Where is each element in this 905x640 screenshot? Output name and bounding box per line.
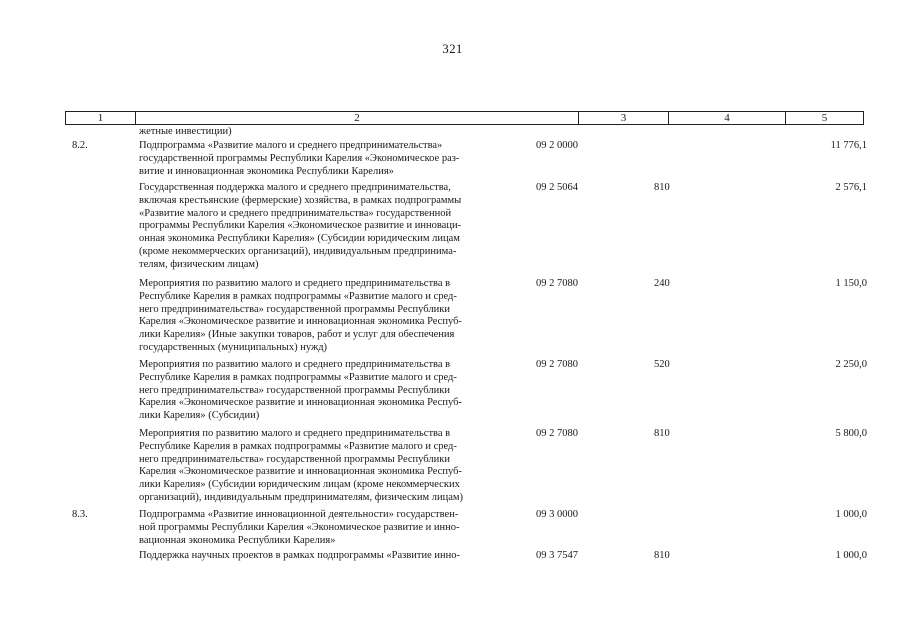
row-code: 09 2 7080 xyxy=(536,428,578,439)
row-code: 09 2 0000 xyxy=(536,140,578,151)
row-description xyxy=(139,140,509,178)
description-line: программы Республики Карелия «Экономическое развитие и инноваци- xyxy=(139,220,462,232)
row-code: 09 2 7080 xyxy=(536,278,578,289)
row-description xyxy=(139,428,509,505)
description-line: Мероприятия по развитию малого и среднего предпринимательства в xyxy=(139,428,451,439)
row-type: 810 xyxy=(654,428,670,439)
row-amount: 11 776,1 xyxy=(830,140,867,151)
row-description xyxy=(139,509,509,547)
description-line: телям, физическим лицам) xyxy=(139,258,259,270)
row-amount: 1 000,0 xyxy=(835,509,867,520)
description-line: Мероприятия по развитию малого и среднего предпринимательства в xyxy=(139,359,451,370)
description-line: государственной программы Республики Карелия «Экономическое раз- xyxy=(139,152,460,164)
description-line: вационная экономика Республики Карелия» xyxy=(139,534,336,546)
row-type: 520 xyxy=(654,359,670,370)
description-line: ной программы Республики Карелия «Экономическое развитие и инно- xyxy=(139,521,460,533)
description-line: Карелия «Экономическое развитие и инновационная экономика Респуб- xyxy=(139,397,462,409)
description-line: жетные инвестиции) xyxy=(139,126,232,137)
row-type: 810 xyxy=(654,550,670,561)
row-code: 09 3 0000 xyxy=(536,509,578,520)
header-col-3: 3 xyxy=(579,112,669,124)
row-description xyxy=(139,550,509,563)
description-line: лики Карелия» (Субсидии) xyxy=(139,410,260,422)
description-line: (кроме некоммерческих организаций), индивидуальным предпринима- xyxy=(139,245,457,257)
row-amount: 5 800,0 xyxy=(835,428,867,439)
description-line: Подпрограмма «Развитие инновационной деятельности» государствен- xyxy=(139,509,459,520)
description-line: включая крестьянские (фермерские) хозяйства, в рамках подпрограммы xyxy=(139,194,462,206)
description-line: него предпринимательства» государственной программы Республики xyxy=(139,303,450,315)
row-code: 09 2 7080 xyxy=(536,359,578,370)
row-amount: 1 000,0 xyxy=(835,550,867,561)
row-amount: 1 150,0 xyxy=(835,278,867,289)
description-line: онная экономика Республики Карелия» (Субсидии юридическим лицам xyxy=(139,233,460,245)
description-line: него предпринимательства» государственной программы Республики xyxy=(139,384,450,396)
description-line: Подпрограмма «Развитие малого и среднего предпринимательства» xyxy=(139,140,443,151)
page-number: 321 xyxy=(442,41,463,56)
description-line: лики Карелия» (Иные закупки товаров, работ и услуг для обеспечения xyxy=(139,329,455,341)
row-number: 8.2. xyxy=(72,140,88,151)
description-line: Мероприятия по развитию малого и среднего предпринимательства в xyxy=(139,278,451,289)
description-line: Республике Карелия в рамках подпрограммы «Развитие малого и сред- xyxy=(139,440,457,452)
table-header xyxy=(65,111,864,125)
header-col-2: 2 xyxy=(136,112,579,124)
description-line: Карелия «Экономическое развитие и инновационная экономика Респуб- xyxy=(139,316,462,328)
row-code: 09 2 5064 xyxy=(536,182,578,193)
header-col-4: 4 xyxy=(669,112,786,124)
description-line: Поддержка научных проектов в рамках подпрограммы «Развитие инно- xyxy=(139,550,460,561)
row-amount: 2 576,1 xyxy=(835,182,867,193)
row-description xyxy=(139,182,509,272)
row-code: 09 3 7547 xyxy=(536,550,578,561)
description-line: Карелия «Экономическое развитие и инновационная экономика Респуб- xyxy=(139,466,462,478)
description-line: Государственная поддержка малого и среднего предпринимательства, xyxy=(139,182,451,193)
description-line: Республике Карелия в рамках подпрограммы «Развитие малого и сред- xyxy=(139,371,457,383)
row-type: 810 xyxy=(654,182,670,193)
row-number: 8.3. xyxy=(72,509,88,520)
row-description xyxy=(139,359,509,423)
header-col-1: 1 xyxy=(66,112,136,124)
header-col-5: 5 xyxy=(821,112,828,124)
description-line: витие и инновационная экономика Республики Карелия» xyxy=(139,165,394,177)
description-line: «Развитие малого и среднего предпринимательства» государственной xyxy=(139,207,452,219)
row-amount: 2 250,0 xyxy=(835,359,867,370)
description-line: организаций), индивидуальным предпринимателям, физическим лицам) xyxy=(139,491,464,503)
row-type: 240 xyxy=(654,278,670,289)
description-line: лики Карелия» (Субсидии юридическим лицам (кроме некоммерческих xyxy=(139,479,460,491)
description-line: него предпринимательства» государственной программы Республики xyxy=(139,453,450,465)
row-description xyxy=(139,126,509,139)
description-line: государственных (муниципальных) нужд) xyxy=(139,341,328,353)
row-description xyxy=(139,278,509,355)
description-line: Республике Карелия в рамках подпрограммы «Развитие малого и сред- xyxy=(139,290,457,302)
